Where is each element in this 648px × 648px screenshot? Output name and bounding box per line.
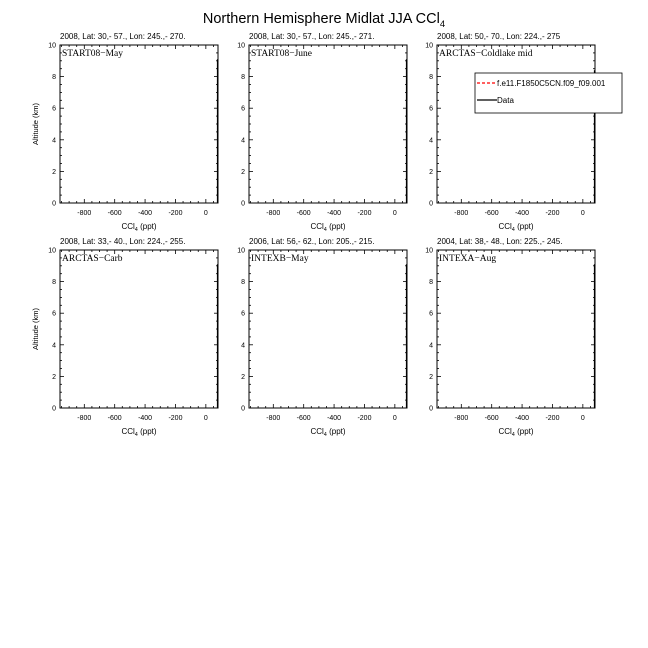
- campaign-label: START08−May: [62, 49, 124, 59]
- y-tick-label: 4: [52, 137, 56, 145]
- y-tick-label: 8: [52, 279, 56, 287]
- y-tick-label: 0: [52, 200, 56, 208]
- y-tick-label: 10: [425, 42, 433, 50]
- x-axis-label-main: CCl: [310, 222, 324, 231]
- x-tick-label: -600: [107, 415, 122, 422]
- y-tick-label: 2: [429, 373, 433, 381]
- y-tick-label: 2: [52, 373, 56, 381]
- x-axis-label-unit: (ppt): [326, 222, 346, 231]
- x-axis-label-unit: (ppt): [514, 222, 534, 231]
- y-tick-label: 0: [241, 405, 245, 413]
- x-tick-label: -600: [107, 210, 122, 217]
- x-tick-label: -400: [515, 210, 530, 217]
- legend: [475, 73, 622, 113]
- legend-label: f.e11.F1850C5CN.f09_f09.001: [497, 79, 606, 88]
- x-tick-label: -600: [296, 210, 311, 217]
- y-tick-label: 4: [429, 342, 433, 350]
- y-tick-label: 6: [241, 105, 245, 113]
- x-tick-label: -400: [515, 415, 530, 422]
- y-tick-label: 4: [429, 137, 433, 145]
- y-tick-label: 8: [241, 279, 245, 287]
- x-tick-label: -600: [484, 415, 499, 422]
- x-axis-label-unit: (ppt): [137, 222, 157, 231]
- x-tick-label: -800: [454, 415, 469, 422]
- y-axis-label: Altitude (km): [31, 307, 40, 351]
- y-tick-label: 6: [52, 105, 56, 113]
- x-axis-label-subscript: 4: [134, 227, 138, 233]
- x-axis-label-subscript: 4: [323, 227, 327, 233]
- legend-label: Data: [497, 96, 514, 105]
- panel-header: 2008, Lat: 30,- 57., Lon: 245.,- 270.: [60, 32, 186, 41]
- x-tick-label: 0: [580, 415, 585, 422]
- y-tick-label: 4: [52, 342, 56, 350]
- x-tick-label: -200: [545, 415, 560, 422]
- x-axis-label-main: CCl: [498, 222, 512, 231]
- x-axis-label-unit: (ppt): [514, 427, 534, 436]
- y-tick-label: 2: [241, 168, 245, 176]
- x-tick-label: -800: [77, 415, 92, 422]
- x-tick-label: -200: [168, 210, 183, 217]
- x-tick-label: -200: [357, 210, 372, 217]
- y-tick-label: 10: [48, 247, 56, 255]
- y-axis-label: Altitude (km): [31, 102, 40, 146]
- panel-header: 2004, Lat: 38,- 48., Lon: 225.,- 245.: [437, 237, 563, 246]
- x-tick-label: -200: [168, 415, 183, 422]
- y-tick-label: 6: [241, 310, 245, 318]
- x-tick-label: -800: [77, 210, 92, 217]
- x-tick-label: -400: [327, 210, 342, 217]
- y-tick-label: 4: [241, 342, 245, 350]
- y-tick-label: 2: [52, 168, 56, 176]
- x-tick-label: 0: [203, 210, 208, 217]
- panel-header: 2006, Lat: 56,- 62., Lon: 205.,- 215.: [249, 237, 375, 246]
- campaign-label: INTEXA−Aug: [439, 254, 497, 264]
- y-tick-label: 10: [48, 42, 56, 50]
- x-tick-label: -400: [327, 415, 342, 422]
- campaign-label: ARCTAS−Coldlake mid: [439, 49, 533, 59]
- x-tick-label: 0: [392, 210, 397, 217]
- y-tick-label: 2: [429, 168, 433, 176]
- x-axis-label-main: CCl: [310, 427, 324, 436]
- y-tick-label: 0: [429, 200, 433, 208]
- panel-header: 2008, Lat: 50,- 70., Lon: 224.,- 275: [437, 32, 561, 41]
- x-tick-label: 0: [392, 415, 397, 422]
- x-axis-label-main: CCl: [121, 222, 135, 231]
- campaign-label: START08−June: [251, 49, 313, 59]
- x-tick-label: -800: [454, 210, 469, 217]
- y-tick-label: 10: [237, 247, 245, 255]
- y-tick-label: 6: [429, 105, 433, 113]
- x-axis-label-subscript: 4: [511, 432, 515, 438]
- y-tick-label: 0: [429, 405, 433, 413]
- x-tick-label: -200: [357, 415, 372, 422]
- y-tick-label: 8: [241, 74, 245, 82]
- x-tick-label: -600: [296, 415, 311, 422]
- x-axis-label-subscript: 4: [511, 227, 515, 233]
- x-axis-label-main: CCl: [498, 427, 512, 436]
- figure-title-subscript: 4: [439, 19, 446, 30]
- x-tick-label: -800: [266, 415, 281, 422]
- x-tick-label: -800: [266, 210, 281, 217]
- y-tick-label: 6: [52, 310, 56, 318]
- figure-title-main: Northern Hemisphere Midlat JJA CCl: [202, 11, 440, 27]
- panel-header: 2008, Lat: 30,- 57., Lon: 245.,- 271.: [249, 32, 375, 41]
- x-axis-label-subscript: 4: [323, 432, 327, 438]
- x-axis-label-unit: (ppt): [326, 427, 346, 436]
- y-tick-label: 10: [425, 247, 433, 255]
- campaign-label: INTEXB−May: [251, 254, 309, 264]
- y-tick-label: 8: [52, 74, 56, 82]
- y-tick-label: 8: [429, 279, 433, 287]
- x-axis-label-unit: (ppt): [137, 427, 157, 436]
- panel-header: 2008, Lat: 33,- 40., Lon: 224.,- 255.: [60, 237, 186, 246]
- campaign-label: ARCTAS−Carb: [62, 254, 123, 264]
- x-tick-label: -400: [138, 210, 153, 217]
- x-axis-label-subscript: 4: [134, 432, 138, 438]
- y-tick-label: 8: [429, 74, 433, 82]
- x-tick-label: -400: [138, 415, 153, 422]
- y-tick-label: 6: [429, 310, 433, 318]
- y-tick-label: 4: [241, 137, 245, 145]
- x-tick-label: 0: [203, 415, 208, 422]
- x-axis-label-main: CCl: [121, 427, 135, 436]
- x-tick-label: -600: [484, 210, 499, 217]
- y-tick-label: 0: [241, 200, 245, 208]
- x-tick-label: -200: [545, 210, 560, 217]
- y-tick-label: 0: [52, 405, 56, 413]
- y-tick-label: 2: [241, 373, 245, 381]
- x-tick-label: 0: [580, 210, 585, 217]
- y-tick-label: 10: [237, 42, 245, 50]
